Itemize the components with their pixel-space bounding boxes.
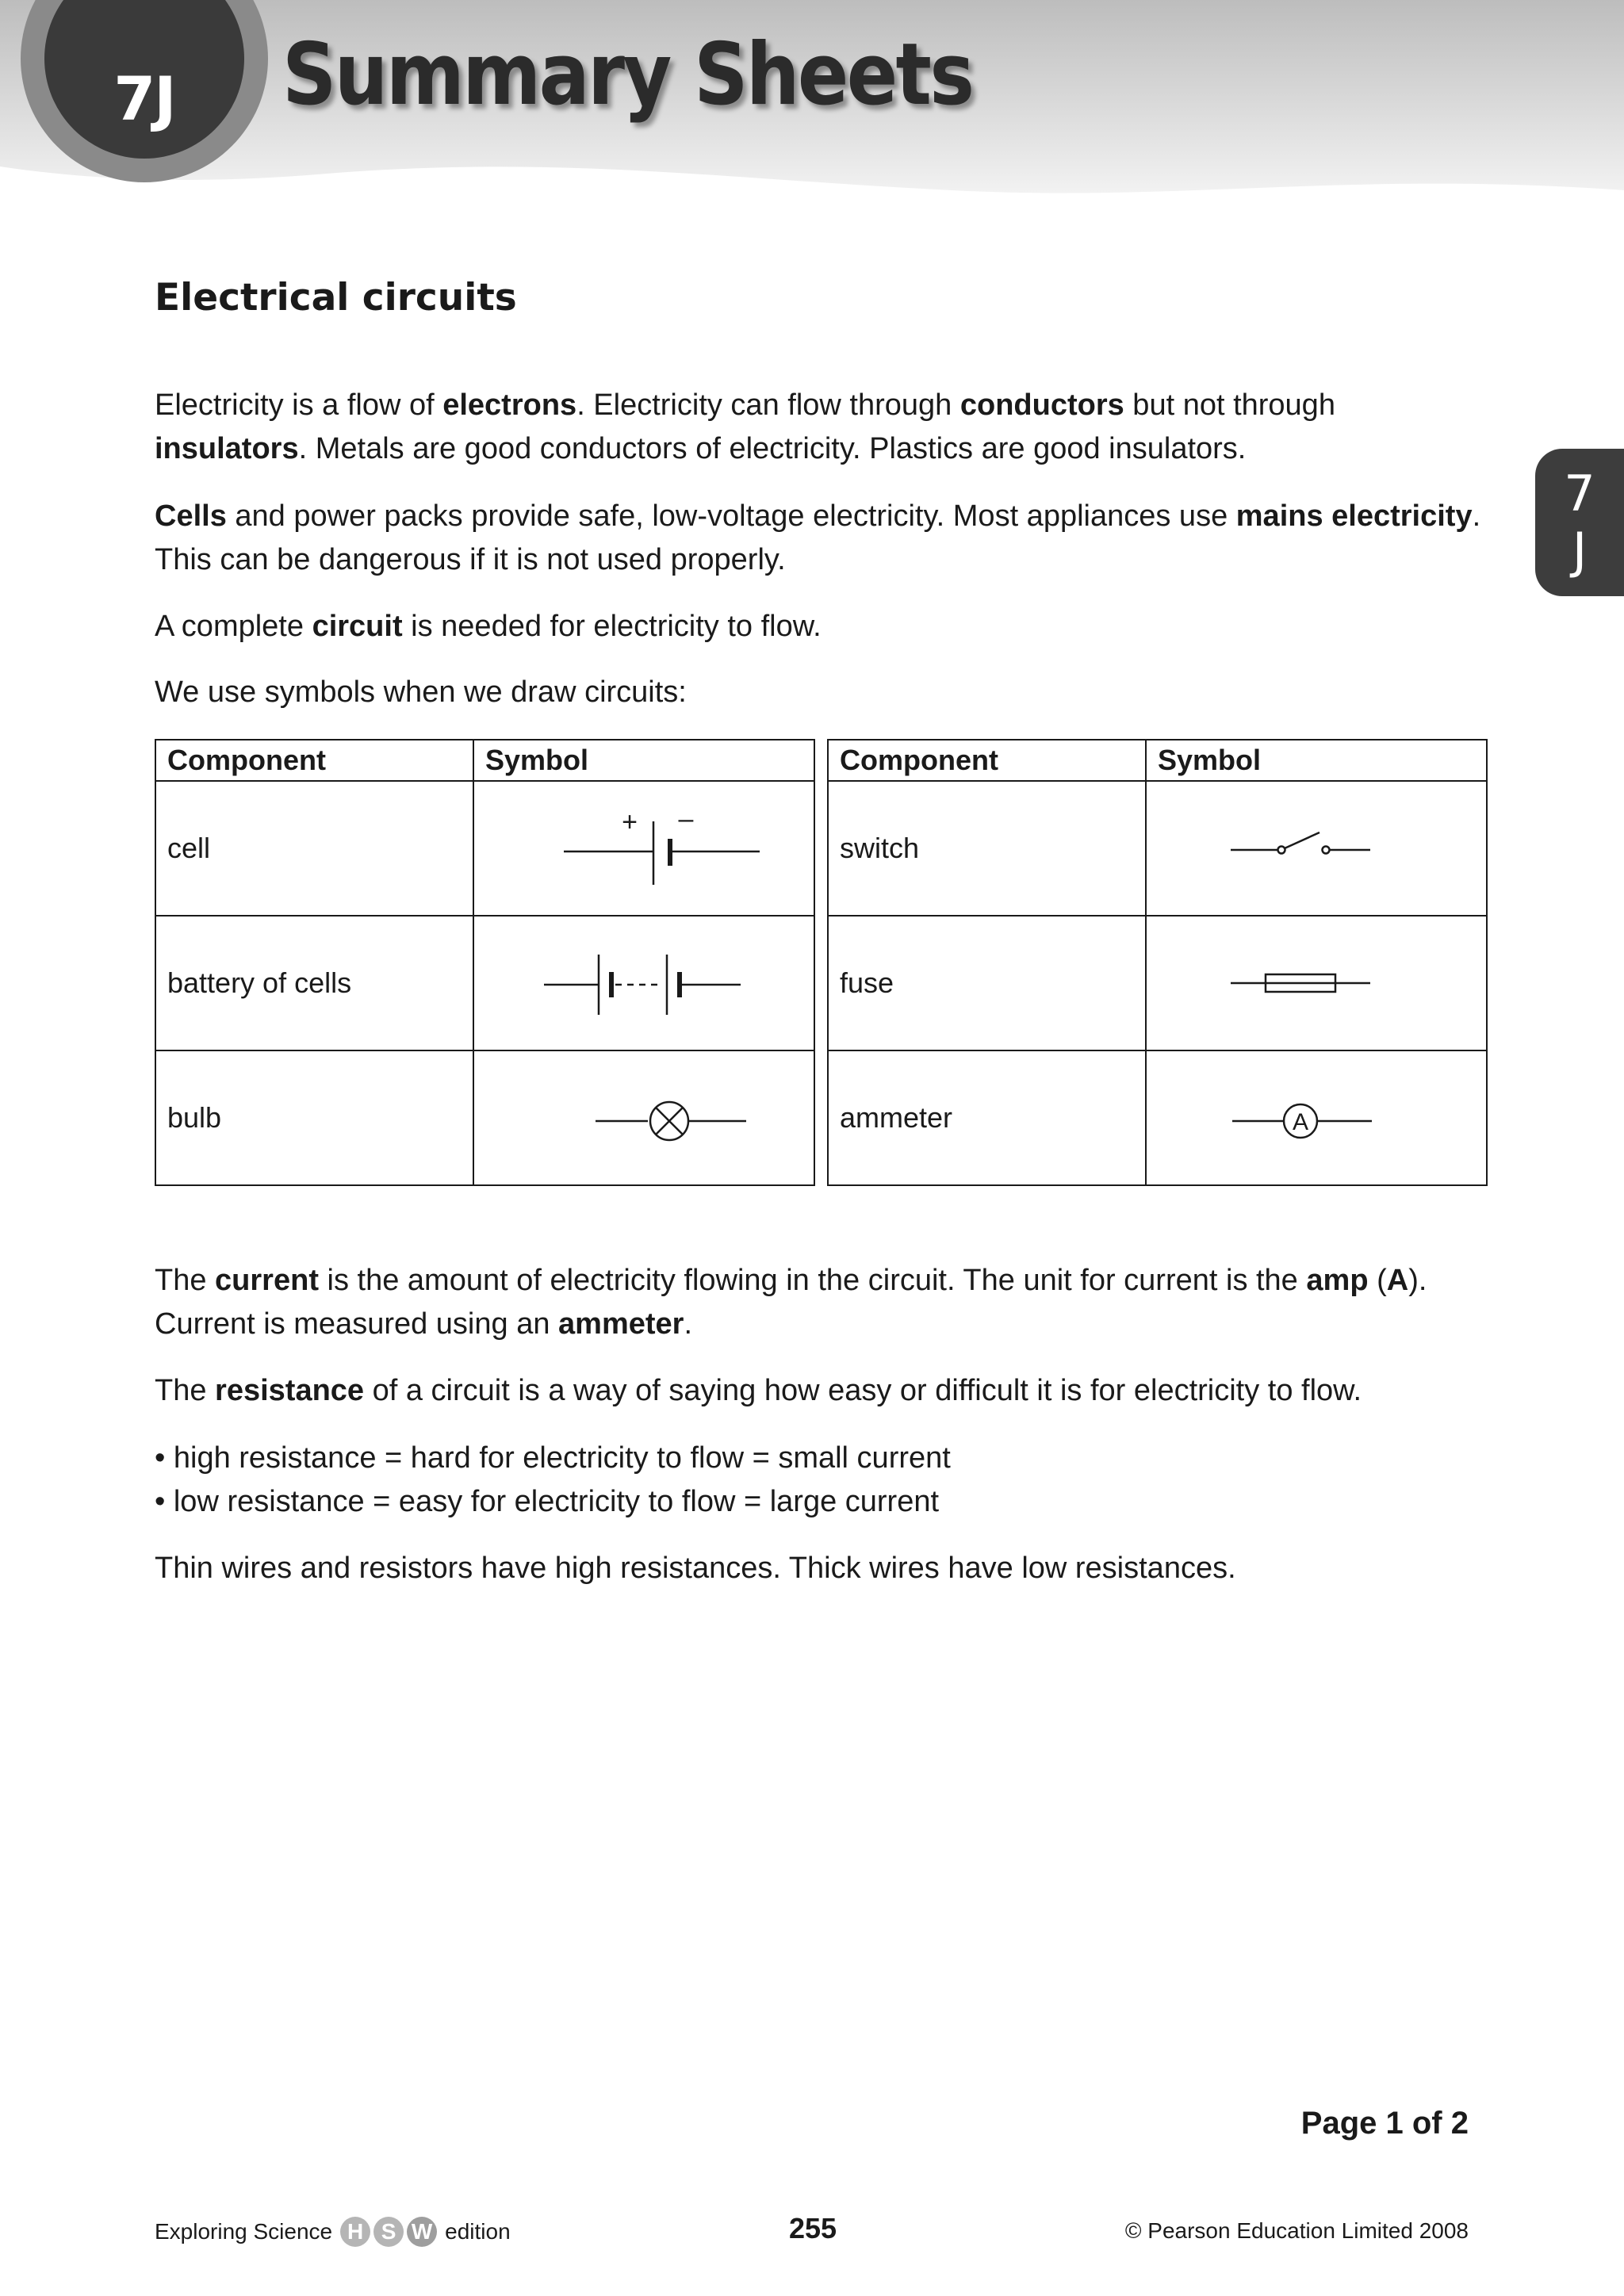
term-amp: amp xyxy=(1306,1264,1369,1297)
text: . Electricity can flow through xyxy=(576,388,960,422)
text: is needed for electricity to flow. xyxy=(402,610,822,643)
term-resistance: resistance xyxy=(215,1374,365,1407)
text: Electricity is a flow of xyxy=(155,388,443,422)
unit-badge-inner xyxy=(44,0,244,159)
term-ammeter: ammeter xyxy=(558,1307,684,1341)
cell-minus: – xyxy=(678,804,694,834)
text: This can be dangerous if it is not used properly. xyxy=(155,543,786,576)
text: . Metals are good conductors of electricity. Plastics are good insulators. xyxy=(298,432,1247,465)
table-row xyxy=(828,1050,1487,1185)
text: Thin wires and resistors have high resistances. Thick wires have low resistances. xyxy=(155,1552,1236,1585)
bulb-symbol xyxy=(474,1051,791,1184)
text: We use symbols when we draw circuits: xyxy=(155,675,687,709)
paragraph-cells xyxy=(155,495,1487,582)
component-name: switch xyxy=(828,781,1146,916)
term-conductors: conductors xyxy=(959,388,1124,422)
text: The xyxy=(155,1264,216,1297)
table-header-row xyxy=(155,740,814,781)
page-number: 255 xyxy=(788,2212,837,2244)
paragraph-electrons xyxy=(155,384,1487,471)
text: A complete xyxy=(155,610,312,643)
ammeter-symbol xyxy=(1147,1051,1464,1184)
hsw-s-icon: S xyxy=(373,2217,404,2247)
ammeter-letter: A xyxy=(1292,1109,1309,1135)
component-name: ammeter xyxy=(828,1050,1146,1185)
cell-symbol xyxy=(474,782,791,915)
text: Current is measured using an xyxy=(155,1307,559,1341)
component-name: bulb xyxy=(155,1050,473,1185)
series-prefix: Exploring Science xyxy=(155,2219,333,2244)
hsw-h-icon: H xyxy=(340,2217,370,2247)
side-tab-letter: J xyxy=(1572,522,1588,580)
table-row xyxy=(828,916,1487,1050)
text: ( xyxy=(1368,1264,1387,1297)
text: ). xyxy=(1408,1264,1427,1297)
section-heading: Electrical circuits xyxy=(155,276,517,320)
paragraph-circuit xyxy=(155,605,1487,649)
header-symbol: Symbol xyxy=(473,740,814,781)
battery-symbol xyxy=(474,916,791,1050)
symbol-cell xyxy=(473,781,814,916)
component-name: battery of cells xyxy=(155,916,473,1050)
resistance-bullets xyxy=(155,1437,1487,1524)
text: . xyxy=(684,1307,693,1341)
term-electrons: electrons xyxy=(442,388,577,422)
term-cells: Cells xyxy=(155,499,227,533)
text: . xyxy=(1472,499,1481,533)
text: of a circuit is a way of saying how easy or difficult it is for electricity to flow. xyxy=(364,1374,1362,1407)
symbols-table-right xyxy=(827,739,1488,1186)
term-mains-electricity: mains electricity xyxy=(1235,499,1473,533)
table-row xyxy=(155,1050,814,1185)
series-suffix: edition xyxy=(445,2219,511,2244)
page-title: Summary Sheets xyxy=(282,25,973,124)
header-component: Component xyxy=(828,740,1146,781)
symbol-cell xyxy=(1146,781,1487,916)
fuse-symbol xyxy=(1147,916,1464,1050)
paragraph-resistance xyxy=(155,1369,1487,1413)
switch-symbol xyxy=(1147,782,1464,915)
symbol-cell xyxy=(1146,916,1487,1050)
table-row xyxy=(828,781,1487,916)
header-symbol: Symbol xyxy=(1146,740,1487,781)
hsw-w-icon: W xyxy=(407,2217,437,2247)
side-tab xyxy=(1535,449,1624,596)
term-insulators: insulators xyxy=(155,432,299,465)
cell-plus: + xyxy=(622,807,638,837)
component-name: cell xyxy=(155,781,473,916)
table-header-row xyxy=(828,740,1487,781)
symbol-cell xyxy=(473,1050,814,1185)
table-row xyxy=(155,781,814,916)
footer-series xyxy=(155,2217,511,2247)
symbol-cell xyxy=(1146,1050,1487,1185)
table-row xyxy=(155,916,814,1050)
copyright: © Pearson Education Limited 2008 xyxy=(1124,2218,1469,2243)
text: but not through xyxy=(1124,388,1335,422)
bullet-item: • high resistance = hard for electricity to flow = small current xyxy=(155,1441,951,1475)
side-tab-number: 7 xyxy=(1564,465,1595,522)
term-circuit: circuit xyxy=(312,610,403,643)
symbol-cell xyxy=(473,916,814,1050)
page-indicator: Page 1 of 2 xyxy=(1300,2106,1469,2141)
symbols-table-left xyxy=(155,739,815,1186)
paragraph-current xyxy=(155,1259,1487,1346)
component-name: fuse xyxy=(828,916,1146,1050)
unit-code: 7J xyxy=(113,63,175,134)
paragraph-wires xyxy=(155,1547,1487,1590)
term-amp-symbol: A xyxy=(1386,1264,1409,1297)
paragraph-symbols-intro xyxy=(155,671,1487,714)
header-component: Component xyxy=(155,740,473,781)
term-current: current xyxy=(215,1264,319,1297)
text: and power packs provide safe, low-voltage electricity. Most appliances use xyxy=(226,499,1236,533)
text: is the amount of electricity flowing in the circuit. The unit for current is the xyxy=(318,1264,1307,1297)
text: The xyxy=(155,1374,216,1407)
bullet-item: • low resistance = easy for electricity to flow = large current xyxy=(155,1485,940,1518)
